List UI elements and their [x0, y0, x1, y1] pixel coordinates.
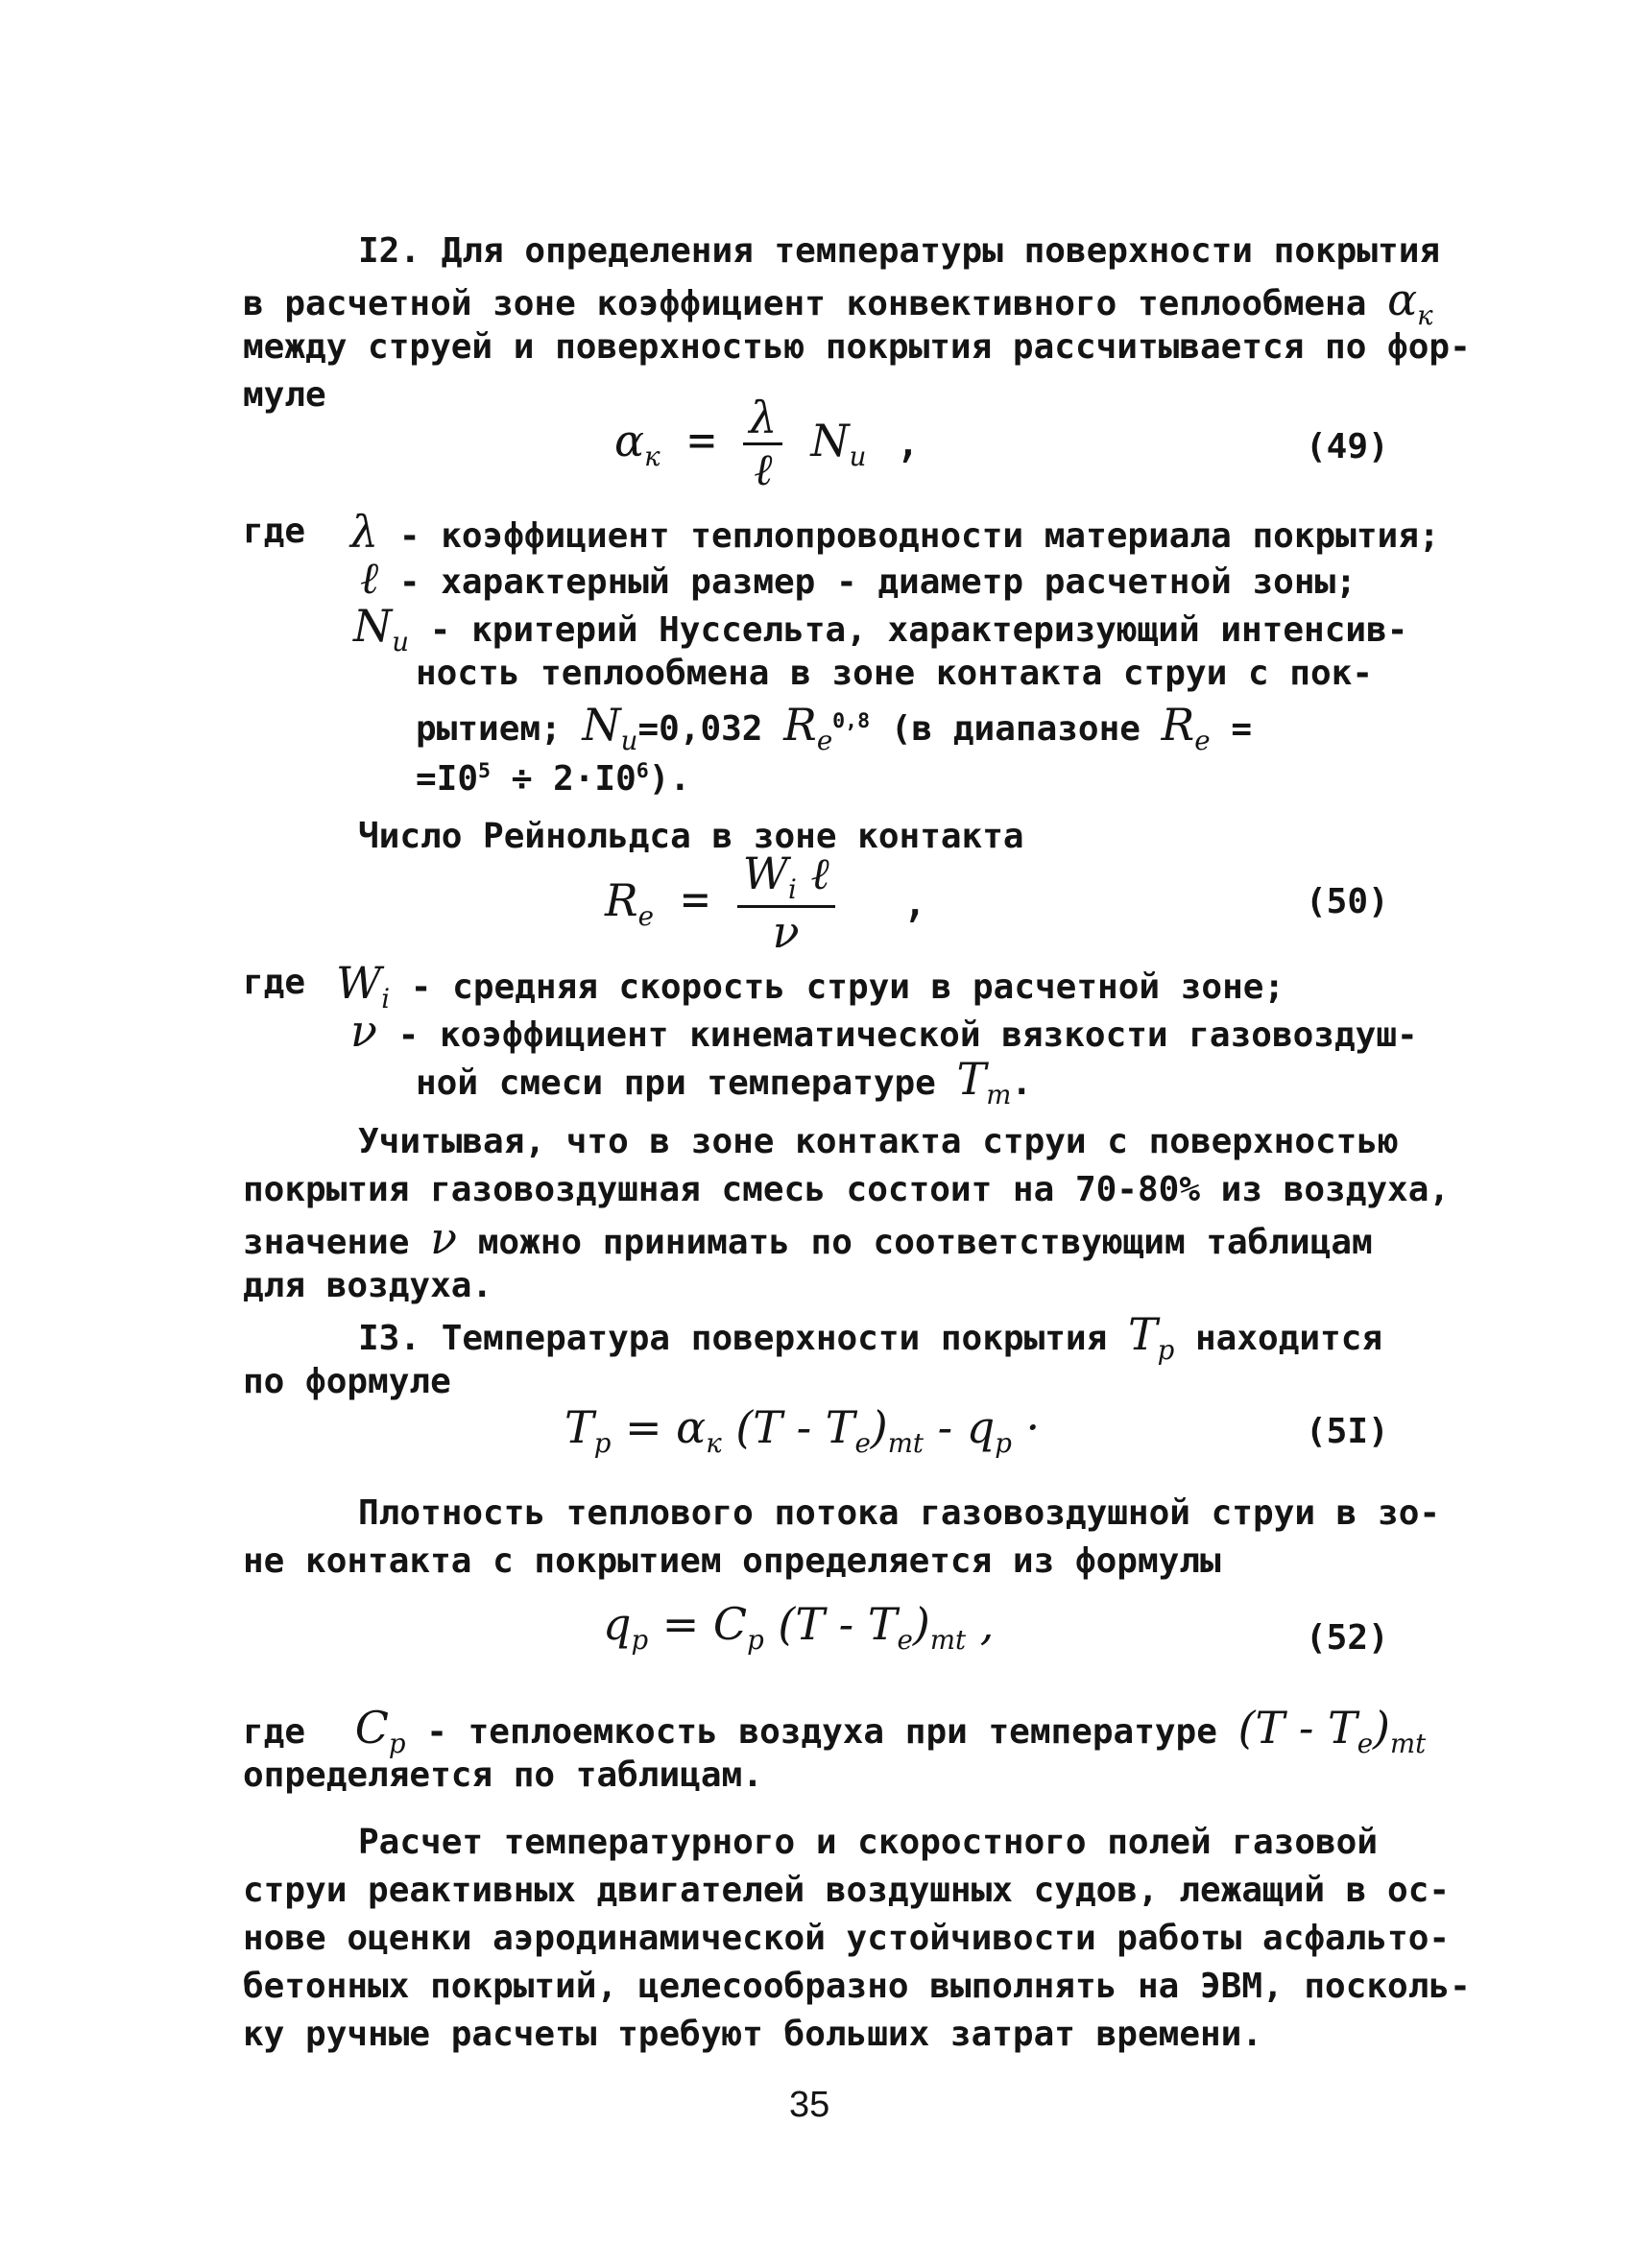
p12-line-3: между струей и поверхностью покрытия рассчитывается по фор- [243, 327, 1471, 367]
equation-50-fraction: $\frac{W_i \ell}{\nu}$ [737, 849, 835, 956]
p-flux-line-1: Плотность теплового потока газовоздушной струи в зо- [358, 1493, 1441, 1533]
where-49-def-3-cont-3: $=I0^5 \div 2\cdot I0^6$). [416, 759, 691, 799]
equation-52: $q_p = C_p$ $(T - T_e)_{mt}$ , [603, 1598, 995, 1657]
equation-49-number: (49) [1306, 427, 1389, 466]
where-49-def-1: λ - коэффициент теплопроводности материала покрытия; [350, 506, 1440, 558]
p-air-line-3: значение ν можно принимать по соответствующим таблицам [243, 1212, 1373, 1264]
equation-50: $R_e$ = $\frac{W_i \ell}{\nu}$ , [605, 848, 929, 958]
where-49-label: где [243, 512, 306, 551]
where-49-def-3-cont-2: рытием; $N_u=0,032$ $R_e^{0,8}$ (в диапазоне $R_e$ = [416, 699, 1252, 757]
p-air-line-4: для воздуха. [243, 1266, 493, 1305]
where-49-def-3-cont-1: ность теплообмена в зоне контакта струи с пок- [416, 654, 1373, 693]
where-52-line-2: определяется по таблицам. [243, 1755, 763, 1795]
p12-line-2: в расчетной зоне коэффициент конвективного теплообмена $\alpha_к$ [243, 274, 1433, 332]
p12-line-1: I2. Для определения температуры поверхности покрытия [358, 231, 1441, 271]
p13-line-2: по формуле [243, 1362, 451, 1401]
equation-50-number: (50) [1306, 882, 1389, 921]
where-49-def-2: ℓ - характерный размер - диаметр расчетной зоны; [360, 552, 1357, 604]
page-number: 35 [789, 2085, 830, 2125]
p-final-line-1: Расчет температурного и скоростного полей газовой [358, 1823, 1379, 1862]
equation-51: $T_p = \alpha_к$ $(T - T_e)_{mt} - q_p$ · [564, 1401, 1041, 1460]
equation-51-number: (5I) [1306, 1412, 1389, 1451]
equation-49: $\alpha_к$ = $\frac{\lambda}{\text{ℓ}}$ $N_u$ , [614, 392, 923, 495]
p-final-line-5: ку ручные расчеты требуют больших затрат времени. [243, 2015, 1263, 2054]
alpha-k-symbol: $\alpha_к$ [1387, 274, 1433, 332]
reynolds-intro: Число Рейнольдса в зоне контакта [358, 817, 1024, 856]
p-air-line-1: Учитывая, что в зоне контакта струи с поверхностью [358, 1122, 1399, 1161]
p12-line-4: муле [243, 375, 326, 415]
where-50-def-1: $W_i$ - средняя скорость струи в расчетной зоне; [336, 957, 1285, 1015]
p-flux-line-2: не контакта с покрытием определяется из формулы [243, 1541, 1221, 1581]
p-final-line-2: струи реактивных двигателей воздушных судов, лежащий в ос- [243, 1871, 1451, 1910]
equation-49-fraction: $\frac{\lambda}{\text{ℓ}}$ [743, 394, 782, 493]
equation-52-number: (52) [1306, 1618, 1389, 1658]
p-final-line-4: бетонных покрытий, целесообразно выполнять на ЭВМ, посколь- [243, 1967, 1471, 2006]
p13-line-1: I3. Температура поверхности покрытия $T_p$ находится [358, 1308, 1383, 1367]
where-50-def-2-cont: ной смеси при температуре $T_m$. [416, 1053, 1033, 1111]
where-50-label: где [243, 963, 306, 1002]
where-50-def-2: ν - коэффициент кинематической вязкости газовоздуш- [350, 1005, 1418, 1057]
where-49-def-3: $N_u$ - критерий Нуссельта, характеризующий интенсив- [353, 600, 1408, 658]
p-air-line-2: покрытия газовоздушная смесь состоит на 70-80% из воздуха, [243, 1170, 1451, 1209]
p-final-line-3: нове оценки аэродинамической устойчивости работы асфальто- [243, 1919, 1451, 1958]
where-52-line-1: где $C_p$ - теплоемкость воздуха при температуре $(T - T_e)_{mt}$ [243, 1702, 1427, 1760]
